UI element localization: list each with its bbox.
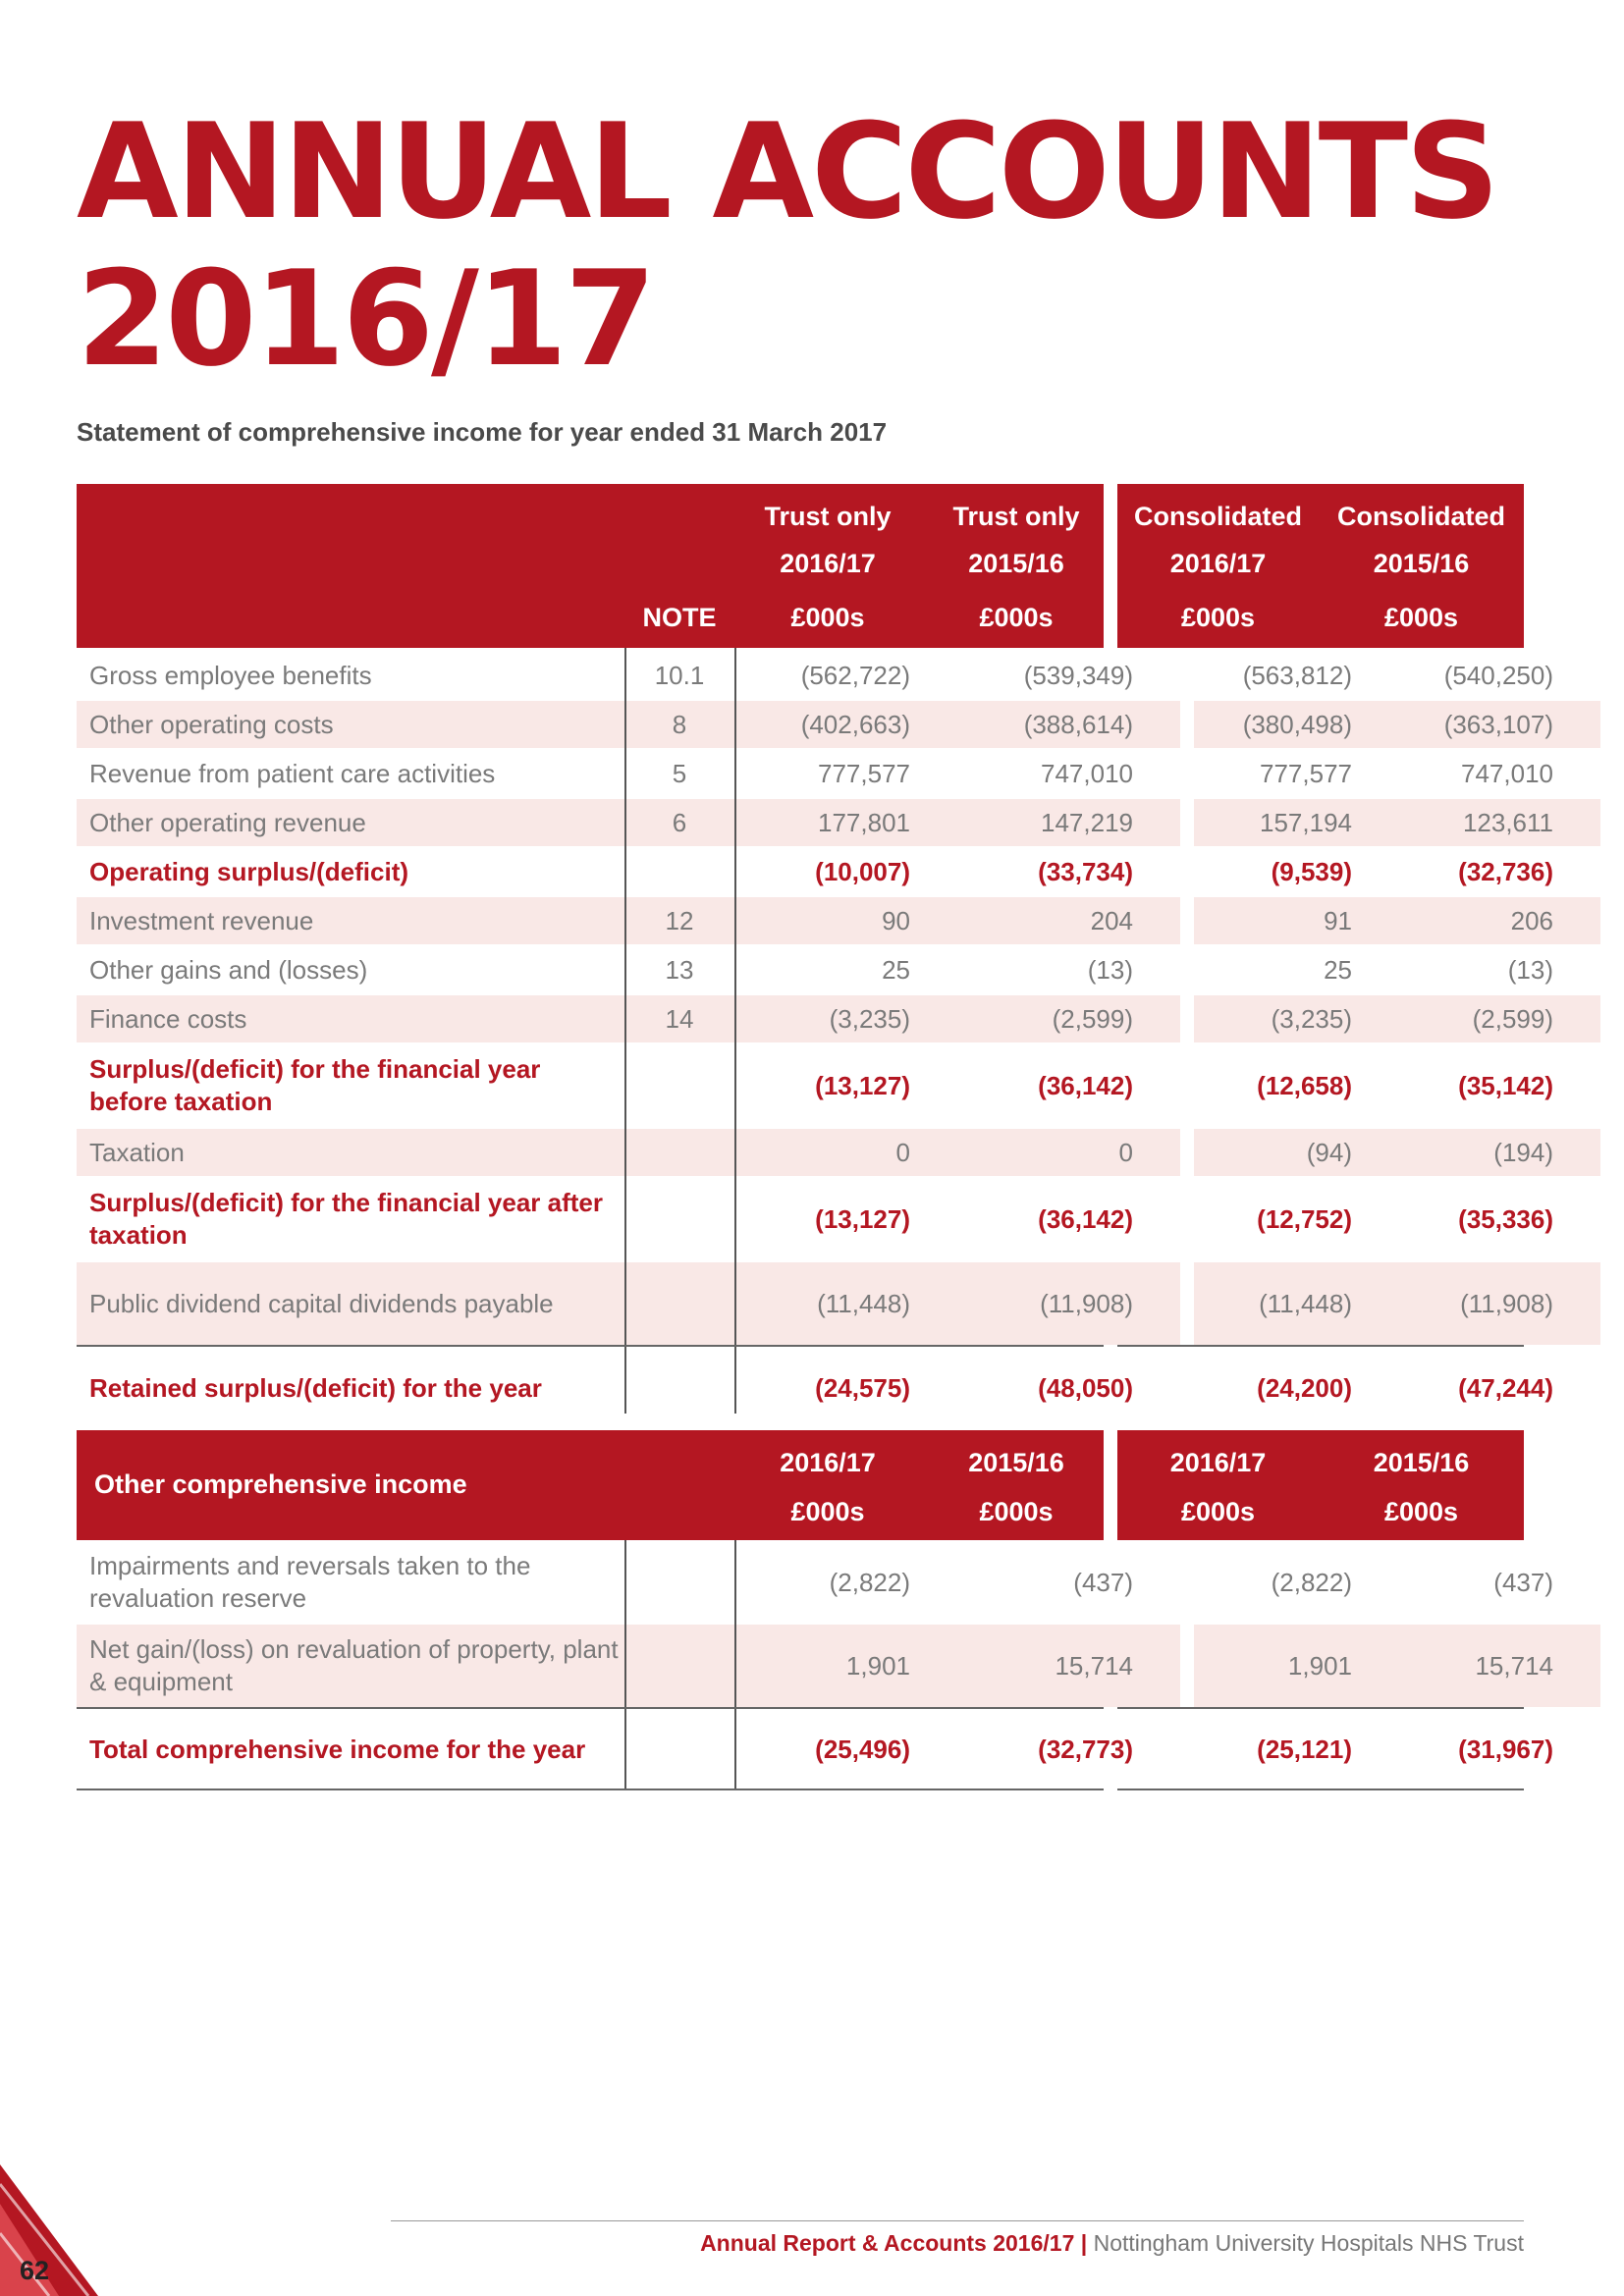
row-value-cons-1516: 15,714	[1395, 1625, 1600, 1707]
row-value-cons-1516: (2,599)	[1395, 995, 1600, 1042]
row-value-cons-1617: 157,194	[1194, 799, 1395, 846]
row-value-cons-1617: (2,822)	[1271, 1567, 1352, 1597]
divider	[77, 1789, 1104, 1790]
table-row	[77, 1625, 1553, 1707]
row-label: Revenue from patient care activities	[89, 758, 496, 788]
header-col2-line3: £000s	[979, 603, 1054, 632]
table-row	[77, 652, 1553, 699]
row-value-cons-1617: (24,200)	[1257, 1372, 1352, 1403]
title-line-2: 2016/17	[77, 242, 654, 396]
oci-col4-line1: 2015/16	[1373, 1448, 1470, 1477]
row-value-trust-1617: (562,722)	[800, 660, 910, 690]
row-value-cons-1516: (47,244)	[1458, 1372, 1553, 1403]
footer	[700, 2230, 1524, 2257]
row-value-cons-1516: (32,736)	[1458, 856, 1553, 886]
row-value-trust-1516: (48,050)	[1038, 1372, 1133, 1403]
row-value-trust-1617: 1,901	[734, 1625, 965, 1707]
row-value-trust-1617: (11,448)	[734, 1262, 965, 1345]
table-row-total	[77, 1347, 1553, 1429]
row-label: Other operating revenue	[77, 799, 624, 846]
divider	[77, 1345, 1104, 1347]
row-value-trust-1617: (2,822)	[829, 1567, 910, 1597]
divider	[77, 1707, 1104, 1709]
statement-subtitle: Statement of comprehensive income for year ended 31 March 2017	[77, 417, 888, 447]
row-value-trust-1516: 747,010	[1041, 758, 1133, 788]
row-note: 12	[624, 897, 734, 944]
table-row-subtotal	[77, 1178, 1553, 1260]
corner-decoration	[0, 2164, 108, 2296]
table-row	[77, 897, 1553, 944]
footer-rule	[391, 2220, 1524, 2221]
divider	[734, 1540, 736, 1789]
row-label: Impairments and reversals taken to the revaluation reserve	[89, 1551, 531, 1613]
row-value-cons-1516: (363,107)	[1395, 701, 1600, 748]
row-value-cons-1617: 25	[1324, 954, 1352, 985]
oci-col1-line2: £000s	[790, 1497, 865, 1526]
row-value-cons-1617: (3,235)	[1194, 995, 1395, 1042]
row-value-cons-1516: 123,611	[1395, 799, 1600, 846]
divider	[1117, 1789, 1524, 1790]
page-title	[77, 95, 1497, 396]
row-value-cons-1516: (35,336)	[1458, 1203, 1553, 1234]
row-value-cons-1516: 206	[1395, 897, 1600, 944]
row-label: Surplus/(deficit) for the financial year after taxation	[89, 1188, 603, 1250]
row-label: Public dividend capital dividends payable	[77, 1262, 624, 1345]
row-label: Investment revenue	[77, 897, 624, 944]
row-label: Net gain/(loss) on revaluation of property, plant & equipment	[77, 1625, 624, 1707]
table-row-total	[77, 1709, 1553, 1789]
footer-organisation: Nottingham University Hospitals NHS Trust	[1093, 2230, 1524, 2256]
row-value-trust-1617: 777,577	[818, 758, 910, 788]
row-value-trust-1617: (13,127)	[815, 1070, 910, 1100]
row-note	[624, 848, 734, 895]
row-note	[624, 1347, 734, 1429]
row-value-trust-1516: (437)	[1073, 1567, 1133, 1597]
row-value-cons-1617: (12,752)	[1257, 1203, 1352, 1234]
row-value-trust-1516: 147,219	[965, 799, 1180, 846]
divider	[1117, 1707, 1524, 1709]
row-note: 5	[672, 758, 687, 788]
table-row	[77, 799, 1553, 846]
row-value-trust-1516: (36,142)	[1038, 1070, 1133, 1100]
row-label: Other gains and (losses)	[89, 954, 368, 985]
row-label: Surplus/(deficit) for the financial year before taxation	[89, 1054, 541, 1116]
oci-col3-line1: 2016/17	[1169, 1448, 1267, 1477]
row-label: Finance costs	[77, 995, 624, 1042]
table-header-left	[77, 484, 1104, 648]
table-row-subtotal	[77, 848, 1553, 895]
row-value-trust-1516: 0	[965, 1129, 1180, 1176]
row-value-cons-1516: (13)	[1507, 954, 1553, 985]
row-label: Retained surplus/(deficit) for the year	[89, 1372, 542, 1403]
row-value-cons-1516: (194)	[1395, 1129, 1600, 1176]
oci-header-left	[77, 1430, 1104, 1540]
row-value-cons-1516: (437)	[1493, 1567, 1553, 1597]
row-note: 14	[624, 995, 734, 1042]
divider	[734, 648, 736, 1414]
footer-report-title: Annual Report & Accounts 2016/17	[700, 2230, 1075, 2256]
row-value-trust-1516: 15,714	[965, 1625, 1180, 1707]
oci-col1-line1: 2016/17	[780, 1448, 876, 1477]
row-note	[624, 1542, 734, 1623]
row-value-trust-1617: 0	[734, 1129, 965, 1176]
header-col1-line3: £000s	[790, 603, 865, 632]
header-col3-line3: £000s	[1180, 603, 1256, 632]
row-value-trust-1617: (10,007)	[815, 856, 910, 886]
row-value-trust-1516: (36,142)	[1038, 1203, 1133, 1234]
oci-header-right	[1117, 1430, 1524, 1540]
row-value-trust-1516: (388,614)	[965, 701, 1180, 748]
header-col3-line2: 2016/17	[1169, 549, 1267, 578]
row-value-trust-1617: (25,496)	[815, 1734, 910, 1764]
row-note: 10.1	[654, 660, 705, 690]
table-row	[77, 1262, 1553, 1345]
row-note	[624, 1178, 734, 1260]
row-value-cons-1617: 1,901	[1194, 1625, 1395, 1707]
header-col4-line1: Consolidated	[1336, 502, 1505, 531]
header-col4-line3: £000s	[1383, 603, 1459, 632]
row-value-trust-1516: 204	[965, 897, 1180, 944]
row-value-cons-1617: (9,539)	[1271, 856, 1352, 886]
row-label: Taxation	[77, 1129, 624, 1176]
header-note: NOTE	[642, 603, 717, 632]
row-value-cons-1516: (11,908)	[1395, 1262, 1600, 1345]
row-value-cons-1617: (12,658)	[1257, 1070, 1352, 1100]
row-value-trust-1516: (33,734)	[1038, 856, 1133, 886]
row-label: Gross employee benefits	[89, 660, 372, 690]
page-number: 62	[20, 2256, 50, 2285]
header-col4-line2: 2015/16	[1373, 549, 1470, 578]
title-line-1: ANNUAL ACCOUNTS	[77, 95, 1497, 248]
oci-col4-line2: £000s	[1383, 1497, 1459, 1526]
oci-col2-line1: 2015/16	[968, 1448, 1064, 1477]
row-value-trust-1617: 177,801	[734, 799, 965, 846]
row-value-trust-1516: (11,908)	[965, 1262, 1180, 1345]
row-value-cons-1617: 91	[1194, 897, 1395, 944]
row-value-trust-1617: (3,235)	[734, 995, 965, 1042]
oci-col3-line2: £000s	[1180, 1497, 1256, 1526]
header-col1-line1: Trust only	[764, 502, 892, 531]
oci-header-label: Other comprehensive income	[94, 1469, 467, 1499]
table-header-right	[1117, 484, 1524, 648]
row-value-cons-1617: (25,121)	[1257, 1734, 1352, 1764]
table-row	[77, 946, 1553, 993]
row-value-trust-1617: 25	[882, 954, 910, 985]
row-note	[624, 1129, 734, 1176]
table-row-subtotal	[77, 1044, 1553, 1127]
row-label: Other operating costs	[77, 701, 624, 748]
row-value-trust-1516: (2,599)	[965, 995, 1180, 1042]
divider	[624, 1540, 626, 1789]
row-value-cons-1516: 747,010	[1461, 758, 1553, 788]
footer-separator: |	[1080, 2230, 1088, 2256]
row-label: Total comprehensive income for the year	[89, 1734, 586, 1764]
row-note	[624, 1044, 734, 1127]
divider	[624, 648, 626, 1414]
divider	[1117, 1345, 1524, 1347]
row-value-trust-1516: (539,349)	[1023, 660, 1133, 690]
header-col2-line1: Trust only	[952, 502, 1080, 531]
row-value-cons-1516: (540,250)	[1443, 660, 1553, 690]
row-value-trust-1617: (24,575)	[815, 1372, 910, 1403]
oci-col2-line2: £000s	[979, 1497, 1054, 1526]
table-row	[77, 750, 1553, 797]
row-value-cons-1617: (563,812)	[1242, 660, 1352, 690]
row-note	[624, 1262, 734, 1345]
header-col2-line2: 2015/16	[968, 549, 1064, 578]
row-note	[624, 1625, 734, 1707]
row-value-cons-1617: (11,448)	[1194, 1262, 1395, 1345]
table-row	[77, 1542, 1553, 1623]
row-value-cons-1516: (35,142)	[1458, 1070, 1553, 1100]
row-value-cons-1617: (94)	[1194, 1129, 1395, 1176]
row-note: 8	[624, 701, 734, 748]
row-value-cons-1617: (380,498)	[1194, 701, 1395, 748]
row-value-cons-1617: 777,577	[1260, 758, 1352, 788]
header-col3-line1: Consolidated	[1133, 502, 1302, 531]
row-value-trust-1617: 90	[734, 897, 965, 944]
row-label: Operating surplus/(deficit)	[89, 856, 409, 886]
row-value-cons-1516: (31,967)	[1458, 1734, 1553, 1764]
table-row	[77, 1129, 1553, 1176]
table-row	[77, 701, 1553, 748]
row-value-trust-1617: (402,663)	[734, 701, 965, 748]
row-note: 6	[624, 799, 734, 846]
header-col1-line2: 2016/17	[780, 549, 876, 578]
row-value-trust-1516: (13)	[1087, 954, 1133, 985]
table-row	[77, 995, 1553, 1042]
row-note: 13	[665, 954, 694, 985]
row-value-trust-1617: (13,127)	[815, 1203, 910, 1234]
row-value-trust-1516: (32,773)	[1038, 1734, 1133, 1764]
row-note	[624, 1709, 734, 1789]
